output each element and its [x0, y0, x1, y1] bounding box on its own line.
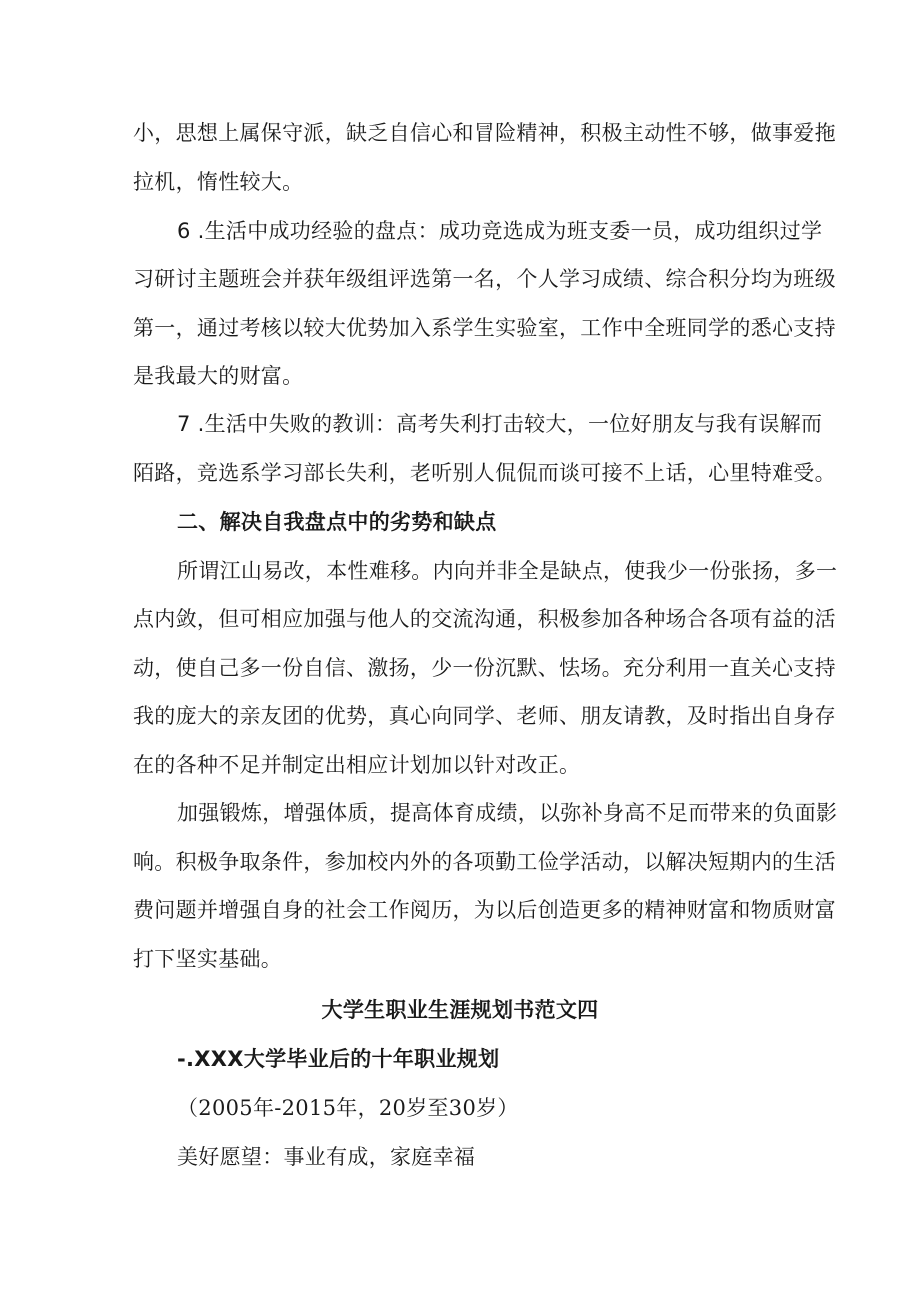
paragraph-line: 第一，通过考核以较大优势加入系学生实验室，工作中全班同学的悉心支持 — [133, 316, 836, 340]
date-range-note: （2005年-2015年，20岁至30岁） — [177, 1096, 519, 1120]
paragraph-line: 陌路，竞选系学习部长失利，老听别人侃侃而谈可接不上话，心里特难受。 — [133, 461, 836, 485]
paragraph-line: 是我最大的财富。 — [133, 364, 304, 388]
paragraph-line: 我的庞大的亲友团的优势，真心向同学、老师、朋友请教，及时指出自身存 — [133, 704, 836, 728]
paragraph-line: 动，使自己多一份自信、激扬，少一份沉默、怯场。充分利用一直关心支持 — [133, 656, 836, 680]
list-item-6: 6 .生活中成功经验的盘点：成功竞选成为班支委一员，成功组织过学 — [177, 219, 823, 243]
paragraph-line: 加强锻炼，增强体质，提高体育成绩，以弥补身高不足而带来的负面影 — [177, 801, 838, 825]
document-title: 大学生职业生涯规划书范文四 — [321, 998, 599, 1022]
section-heading: 二、解决自我盘点中的劣势和缺点 — [177, 510, 497, 534]
paragraph-line: 小，思想上属保守派，缺乏自信心和冒险精神，积极主动性不够，做事爱拖 — [133, 121, 836, 145]
wish-line: 美好愿望：事业有成，家庭幸福 — [177, 1145, 476, 1169]
paragraph-line: 点内敛，但可相应加强与他人的交流沟通，积极参加各种场合各项有益的活 — [133, 607, 836, 631]
subsection-heading: -.XXX大学毕业后的十年职业规划 — [177, 1047, 500, 1071]
paragraph-line: 响。积极争取条件，参加校内外的各项勤工俭学活动，以解决短期内的生活 — [133, 850, 836, 874]
paragraph-line: 拉机，惰性较大。 — [133, 170, 304, 194]
paragraph-line: 在的各种不足并制定出相应计划加以针对改正。 — [133, 753, 581, 777]
paragraph-line: 所谓江山易改，本性难移。内向并非全是缺点，使我少一份张扬，多一 — [177, 559, 838, 583]
paragraph-line: 习研讨主题班会并获年级组评选第一名，个人学习成绩、综合积分均为班级 — [133, 267, 836, 291]
paragraph-line: 打下坚实基础。 — [133, 947, 283, 971]
paragraph-line: 费问题并增强自身的社会工作阅历，为以后创造更多的精神财富和物质财富 — [133, 898, 836, 922]
list-item-7: 7 .生活中失败的教训：高考失利打击较大，一位好朋友与我有误解而 — [177, 412, 823, 436]
